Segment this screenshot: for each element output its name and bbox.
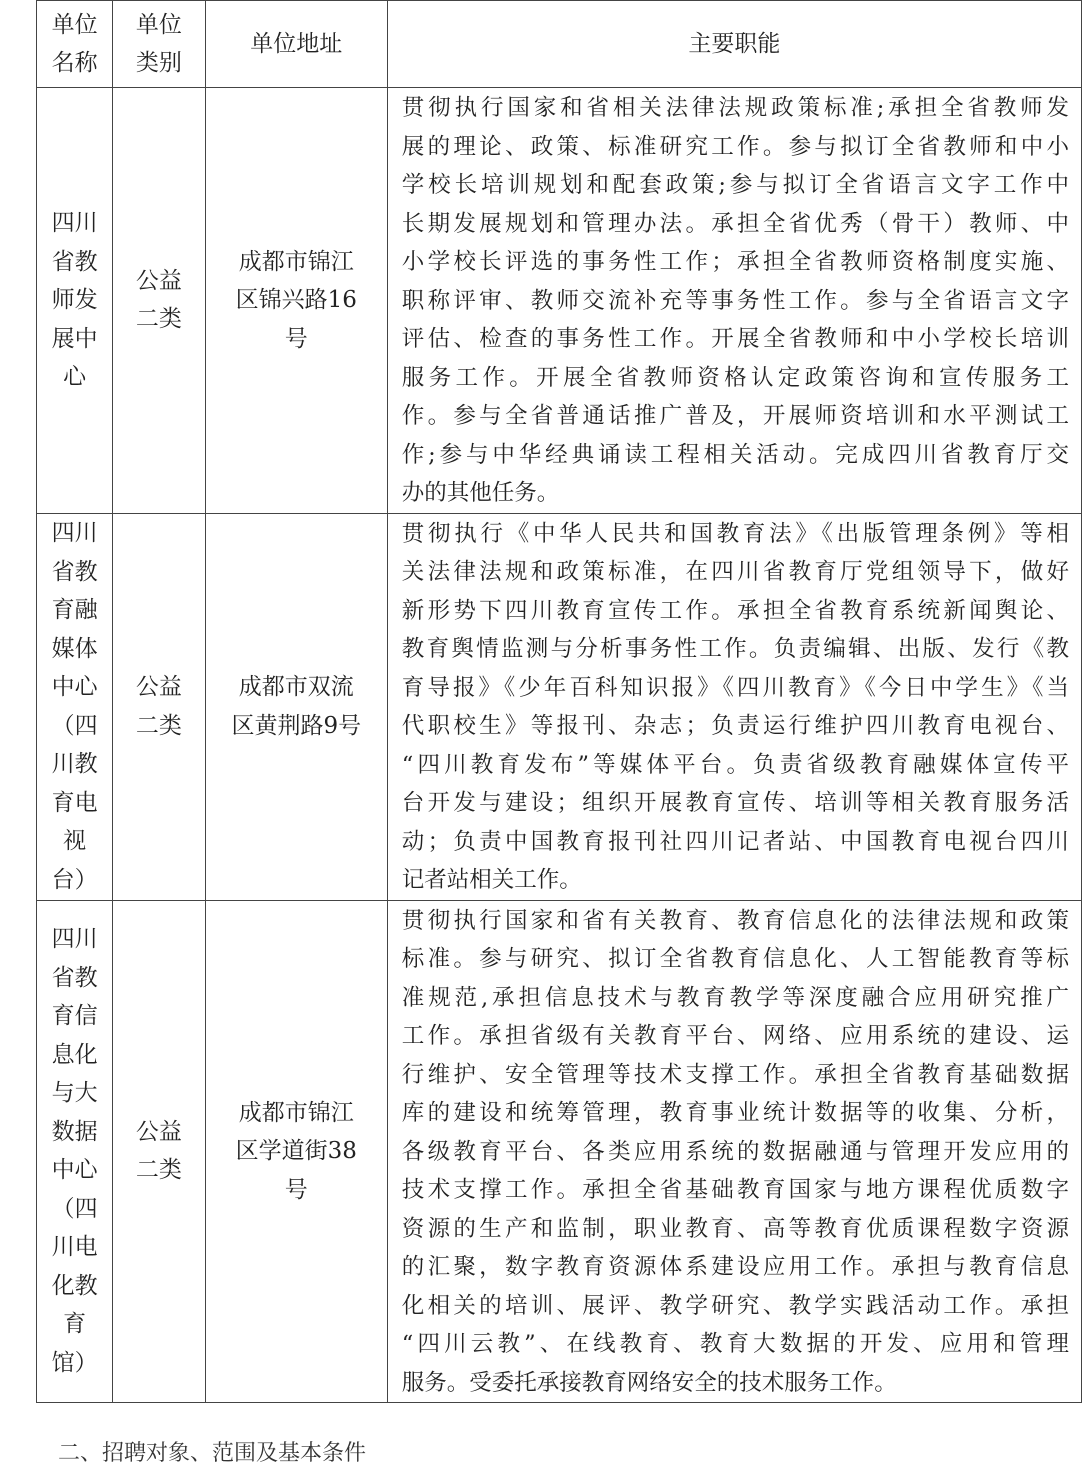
unit-name bbox=[37, 88, 113, 514]
section-heading: 二、招聘对象、范围及基本条件 bbox=[58, 1441, 367, 1466]
unit-type-text: 公益 二类 bbox=[135, 1118, 182, 1184]
unit-name-text: 四川 省教 师发 展中 心 bbox=[51, 210, 98, 390]
duty-line: 作。参与全省普通话推广普及，开展师资培训和水平测试工 bbox=[401, 403, 1069, 429]
duty-line: 职称评审、教师交流补充等事务性工作。参与全省语言文字 bbox=[401, 287, 1069, 314]
duty-line: 评估、检查的事务性工作。开展全省教师和中小学校长培训 bbox=[401, 326, 1069, 352]
duty-line: 工作。承担省级有关教育平台、网络、应用系统的建设、运 bbox=[401, 1023, 1069, 1049]
unit-address-text: 成都市锦江 区锦兴路16 号 bbox=[235, 248, 357, 352]
duty-line: 技术支撑工作。承担全省基础教育国家与地方课程优质数字 bbox=[401, 1177, 1069, 1203]
duty-line: 代职校生》等报刊、杂志；负责运行维护四川教育电视台、 bbox=[401, 713, 1069, 739]
unit-type bbox=[113, 88, 206, 514]
unit-name bbox=[37, 513, 113, 900]
table-row bbox=[37, 88, 1082, 514]
duty-line: 各级教育平台、各类应用系统的数据融通与管理开发应用的 bbox=[401, 1138, 1069, 1165]
unit-duties bbox=[387, 900, 1081, 1403]
unit-duties bbox=[387, 88, 1081, 514]
header-duties: 主要职能 bbox=[387, 1, 1081, 88]
table-row bbox=[37, 513, 1082, 900]
duty-line: 教育舆情监测与分析事务性工作。负责编辑、出版、发行《教 bbox=[401, 636, 1069, 662]
duty-line: 贯彻执行国家和省有关教育、教育信息化的法律法规和政策 bbox=[401, 907, 1069, 934]
duty-line: 关法律法规和政策标准，在四川省教育厅党组领导下，做好 bbox=[401, 559, 1069, 585]
duty-line: 服务工作。开展全省教师资格认定政策咨询和宣传服务工 bbox=[401, 364, 1069, 391]
duty-line: 准规范,承担信息技术与教育教学等深度融合应用研究推广 bbox=[401, 984, 1069, 1011]
unit-type bbox=[113, 900, 206, 1403]
duty-line: 新形势下四川教育宣传工作。承担全省教育系统新闻舆论、 bbox=[401, 597, 1069, 624]
duty-line: 库的建设和统筹管理，教育事业统计数据等的收集、分析， bbox=[401, 1100, 1069, 1126]
duty-line: 化相关的培训、展评、教学研究、教学实践活动工作。承担 bbox=[401, 1292, 1069, 1319]
header-unit-type bbox=[113, 1, 206, 88]
duty-line: “四川教育发布”等媒体平台。负责省级教育融媒体宣传平 bbox=[401, 751, 1069, 778]
duty-line: 记者站相关工作。 bbox=[401, 867, 582, 893]
unit-duties bbox=[387, 513, 1081, 900]
duty-line: 动；负责中国教育报刊社四川记者站、中国教育电视台四川 bbox=[401, 828, 1069, 855]
unit-type-text: 公益 二类 bbox=[135, 267, 182, 333]
duty-line: 长期发展规划和管理办法。承担全省优秀（骨干）教师、中 bbox=[401, 210, 1069, 237]
unit-address bbox=[205, 88, 387, 514]
unit-address bbox=[205, 513, 387, 900]
unit-type-text: 公益 二类 bbox=[135, 674, 182, 739]
unit-address-text: 成都市双流 区黄荆路9号 bbox=[231, 674, 362, 739]
unit-name-text: 四川 省教 育信 息化 与大 数据 中心 （四 川电 化教 育 馆） bbox=[51, 926, 98, 1376]
header-unit-type-label: 单位 类别 bbox=[135, 11, 182, 76]
duty-line: 资源的生产和监制，职业教育、高等教育优质课程数字资源 bbox=[401, 1215, 1069, 1242]
duty-line: 展的理论、政策、标准研究工作。参与拟订全省教师和中小 bbox=[401, 133, 1069, 160]
duty-line: 服务。受委托承接教育网络安全的技术服务工作。 bbox=[401, 1369, 897, 1396]
duty-line: 作;参与中华经典诵读工程相关活动。完成四川省教育厅交 bbox=[401, 441, 1069, 468]
unit-name-text: 四川 省教 育融 媒体 中心 （四 川教 育电 视 台） bbox=[51, 520, 98, 893]
duty-line: 学校长培训规划和配套政策;参与拟订全省语言文字工作中 bbox=[401, 172, 1069, 198]
duty-line: 贯彻执行国家和省相关法律法规政策标准;承担全省教师发 bbox=[401, 95, 1069, 121]
table-row bbox=[37, 900, 1082, 1403]
unit-type bbox=[113, 513, 206, 900]
units-table bbox=[36, 0, 1082, 1403]
header-unit-address: 单位地址 bbox=[205, 1, 387, 88]
duty-line: 的汇聚，数字教育资源体系建设应用工作。承担与教育信息 bbox=[401, 1254, 1069, 1280]
duty-line: 贯彻执行《中华人民共和国教育法》《出版管理条例》等相 bbox=[401, 520, 1069, 547]
duty-line: 台开发与建设；组织开展教育宣传、培训等相关教育服务活 bbox=[401, 790, 1069, 816]
duty-line: 办的其他任务。 bbox=[401, 480, 560, 506]
duty-line: “四川云教”、在线教育、教育大数据的开发、应用和管理 bbox=[401, 1331, 1069, 1357]
table-header-row bbox=[37, 1, 1082, 88]
unit-address-text: 成都市锦江 区学道街38 号 bbox=[235, 1099, 357, 1203]
header-unit-name bbox=[37, 1, 113, 88]
header-unit-name-label: 单位 名称 bbox=[51, 11, 98, 76]
duty-line: 标准。参与研究、拟订全省教育信息化、人工智能教育等标 bbox=[401, 946, 1069, 972]
duty-line: 育导报》《少年百科知识报》《四川教育》《今日中学生》《当 bbox=[401, 674, 1069, 701]
unit-name bbox=[37, 900, 113, 1403]
unit-address bbox=[205, 900, 387, 1403]
duty-line: 行维护、安全管理等技术支撑工作。承担全省教育基础数据 bbox=[401, 1061, 1069, 1088]
duty-line: 小学校长评选的事务性工作；承担全省教师资格制度实施、 bbox=[401, 249, 1069, 275]
